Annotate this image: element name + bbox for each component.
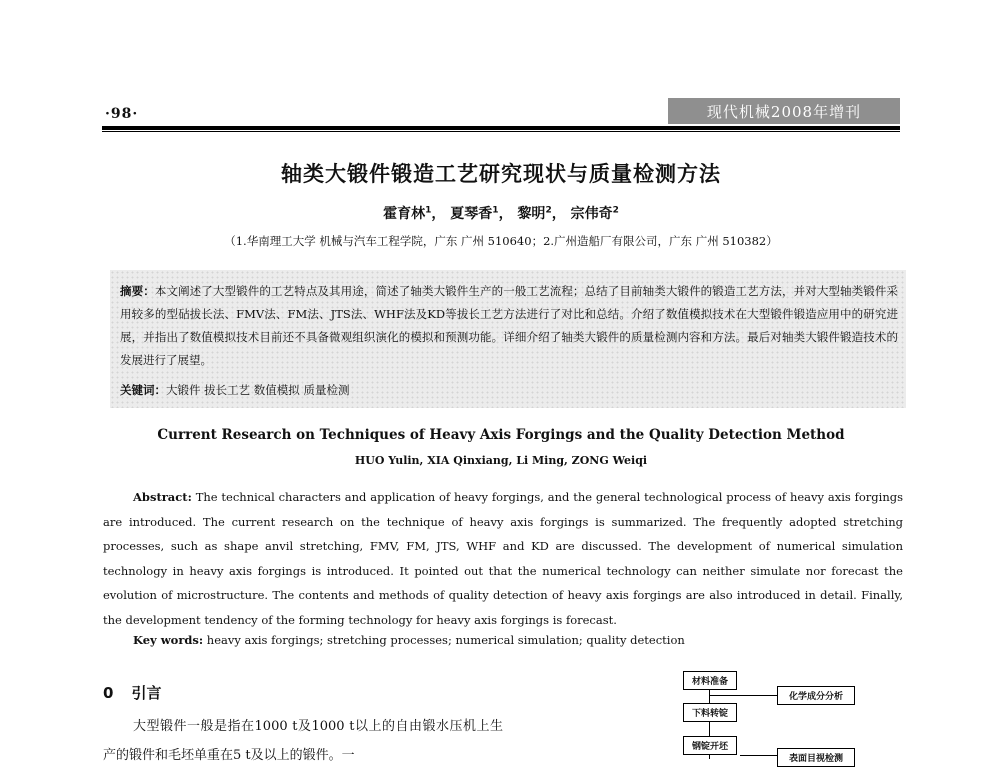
keywords-en-text: heavy axis forgings; stretching processes; numerical simulation; quality detection xyxy=(206,633,685,647)
abstract-en-text: The technical characters and application of heavy forgings, and the general technological process of heavy axis forgings are introduced. The current research on the technique of heavy axis forgings is summarized. The frequently adopted stretching processes, such as shape anvil stretching, FMV, FM, JTS, WHF and KD are discussed. The development of numerical simulation technology in heavy axis forgings is introduced. It pointed out that the numerical technology can neither simulate nor forecast the evolution of microstructure. The contents and methods of quality detection of heavy axis forgings are also introduced in detail. Finally, the development tendency of the forming technology for heavy axis forgings is forecast. xyxy=(103,490,903,627)
author-cn: 夏琴香$^1$， xyxy=(450,205,513,222)
journal-name-banner: 现代机械2008年增刊 xyxy=(668,98,900,124)
flowchart-step: 下料转锭 xyxy=(683,703,737,722)
abstract-cn-text: 本文阐述了大型锻件的工艺特点及其用途，简述了轴类大锻件生产的一般工艺流程；总结了目前轴类大锻件的锻造工艺方法，并对大型轴类锻件采用较多的型砧拔长法、FMV法、FM法、JTS法、WHF法及KD等拔长工艺方法进行了对比和总结。介绍了数值模拟技术在大型锻件锻造应用中的研究进展，并指出了数值模拟技术目前还不具备微观组织演化的模拟和预测功能。详细介绍了轴类大锻件的质量检测内容和方法。最后对轴类大锻件锻造技术的发展进行了展望。 xyxy=(120,284,898,367)
flowchart-side-step: 表面目视检测 xyxy=(777,748,855,767)
section-number: 0 xyxy=(103,684,114,702)
flowchart-connector xyxy=(740,755,780,756)
authors-en: HUO Yulin, XIA Qinxiang, Li Ming, ZONG Weiqi xyxy=(354,454,648,467)
flowchart-step: 材料准备 xyxy=(683,671,737,690)
section-body: 大型锻件一般是指在1000 t及1000 t以上的自由锻水压机上生产的锻件和毛坯单重在5 t及以上的锻件。一 xyxy=(103,719,503,763)
keywords-cn xyxy=(120,382,898,398)
author-cn: 宗伟奇$^2$ xyxy=(570,205,619,222)
abstract-en-label: Abstract: xyxy=(133,490,192,504)
header-rule-thin xyxy=(102,131,900,132)
abstract-cn-label: 摘要： xyxy=(120,284,155,298)
keywords-cn-label: 关键词： xyxy=(120,383,166,397)
keywords-en xyxy=(133,633,893,647)
article-title-en: Current Research on Techniques of Heavy Axis Forgings and the Quality Detection Method xyxy=(157,427,845,443)
section-title: 引言 xyxy=(131,684,162,702)
flowchart-side-step: 化学成分分析 xyxy=(777,686,855,705)
keywords-cn-text: 大锻件 拔长工艺 数值模拟 质量检测 xyxy=(166,383,350,397)
section-heading xyxy=(103,682,161,703)
page-number: ·98· xyxy=(105,106,139,122)
abstract-en xyxy=(103,485,903,632)
abstract-cn xyxy=(120,280,898,372)
author-cn: 黎明$^2$， xyxy=(517,205,566,222)
authors-cn xyxy=(102,203,900,223)
header-rule-thick xyxy=(102,126,900,130)
author-cn: 霍育林$^1$， xyxy=(383,205,446,222)
flowchart-step: 钢锭开坯 xyxy=(683,736,737,755)
keywords-en-label: Key words: xyxy=(133,633,204,647)
affiliation-cn: （1.华南理工大学 机械与汽车工程学院，广东 广州 510640；2.广州造船厂有限公司，广东 广州 510382） xyxy=(224,234,778,248)
article-title-cn: 轴类大锻件锻造工艺研究现状与质量检测方法 xyxy=(281,162,721,186)
